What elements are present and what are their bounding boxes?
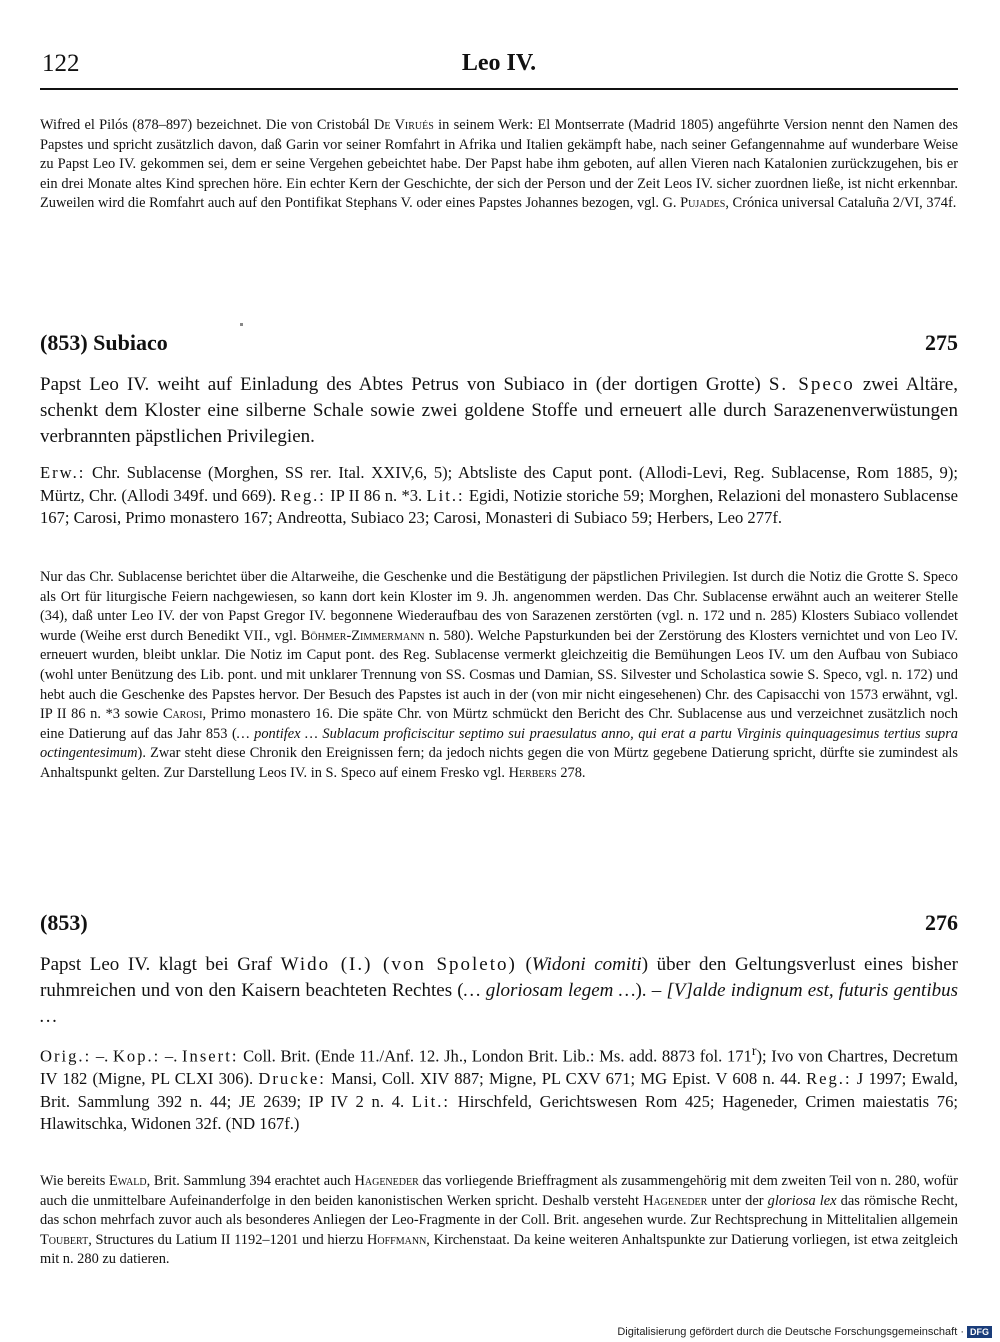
entry-276-regest <box>40 952 958 1030</box>
dfg-logo: DFG <box>967 1326 992 1338</box>
ref-text: Mansi, Coll. XIV 887; Migne, PL CXV 671; MG Epist. V 608 n. 44. <box>325 1069 807 1089</box>
regest-text: zwei Altäre, schenkt dem Kloster eine silberne Schale sowie zwei goldene Stoffe und erneuert alle durch Sarazenenverwüstungen verbrannten päpstlichen Privilegien. <box>40 374 959 447</box>
digitization-footer <box>617 1326 992 1338</box>
entry-275-references <box>40 462 958 530</box>
comment-text: das römische Recht, das schon mehrfach zuvor auch als besonderes Anliegen der Leo-Fragmente in der Coll. Brit. angesehen wurde. Zur Rechtsprechung in Mittelitalien allgemein <box>40 1192 958 1229</box>
comment-text: , Primo monastero 16. Die späte Chr. von Mürtz schmückt den Bericht des Chr. Sublacense aus und verzeichnet zusätzlich noch eine Datierung auf das Jahr 853 ( <box>40 706 958 742</box>
ref-text: Hirschfeld, Gerichtswesen Rom 425; Hageneder, Crimen maiestatis 76; Hlawitschka, Widonen 32f. (ND 167f.) <box>40 1091 959 1134</box>
page-number: 122 <box>42 50 80 77</box>
ref-label: Reg.: <box>806 1069 852 1089</box>
author-name: De Virués <box>373 117 434 133</box>
footer-credit: Digitalisierung gefördert durch die Deutsche Forschungsgemeinschaft · <box>617 1326 964 1338</box>
comment-text: ). Zwar steht diese Chronik den Ereignissen fern; da jedoch nichts gegen die von Mürtz gegebene Datierung spricht, dürfte sie zumindest als Anhaltspunkt gelten. Zur Darstellung Leos IV. in S. Speco auf einem Fresko vgl. <box>40 745 958 781</box>
entry-275-heading <box>40 330 958 360</box>
latin-quote: Widoni comiti <box>531 954 642 975</box>
ref-label: Lit.: <box>411 1091 450 1111</box>
latin-term: gloriosa lex <box>767 1192 837 1209</box>
comment-text: das vorliegende Brieffragment als zusammengehörig mit dem zweiten Teil von n. 280, wofür auch die unmittelbare Aufeinanderfolge in den beiden kanonistischen Werken spricht. Deshalb versteht <box>40 1173 958 1209</box>
author-name: Hageneder <box>354 1173 419 1189</box>
note-text: Wifred el Pilós (878–897) bezeichnet. Die von Cristobál <box>40 117 374 133</box>
entry-276-heading <box>40 910 958 940</box>
comment-text: 278. <box>556 764 586 781</box>
comment-text: Wie bereits <box>40 1173 109 1189</box>
author-name: Toubert <box>40 1231 89 1248</box>
comment-text: n. 580). Welche Papsturkunden bei der Zerstörung des Klosters vernichtet und von Leo IV. erneuert wurden, bleibt unklar. Die Notiz im Caput pont. des Reg. Sublacense vermerkt gleichzeitig die Bemühungen Leos IV. um den Aufbau von Subiaco (wohl unter Benützung des Lib. pont. und mit unklarer Trennung von SS. Cosmas und Damian, SS. Silvester und Scholastica sowie S. Speco, vgl. n. 172) und hebt auch die Geschenke des Papstes hervor. Der Besuch des Papstes ist auch in der (von mir nicht eingesehenen) Chr. des Capisacchi von 1573 erwähnt, vgl. IP II 86 n. *3 sowie <box>40 627 959 723</box>
ref-label: Lit.: <box>426 485 465 505</box>
quotation: … pontifex … Sublacum proficiscitur septimo sui praesulatus anno, qui erat a partu Virginis quinquagesimus tertius supra octingentesimum <box>40 725 958 762</box>
regest-text: Papst Leo IV. weiht auf Einladung des Abtes Petrus von Subiaco in (der dortigen Grotte) <box>40 374 769 395</box>
entry-title: (853) <box>40 910 88 935</box>
latin-quote: … gloriosam legem … <box>463 980 636 1001</box>
entry-276-commentary <box>40 1172 958 1270</box>
ref-text: –. <box>91 1046 113 1066</box>
ref-label: Reg.: <box>280 485 326 505</box>
author-name: Böhmer-Zimmermann <box>300 627 425 644</box>
author-name: Hoffmann <box>367 1231 427 1248</box>
ref-label: Drucke: <box>258 1069 326 1089</box>
author-name: Hageneder <box>643 1192 708 1209</box>
entry-number: 275 <box>925 330 958 355</box>
header-rule <box>40 88 958 90</box>
ref-text: –. <box>160 1046 183 1066</box>
comment-text: Nur das Chr. Sublacense berichtet über die Altarweihe, die Geschenke und die Bestätigung der päpstlichen Privilegien. Ist durch die Notiz die Grotte S. Speco als Ort für liturgische Feiern nachgewiesen, so kann dort kein Kloster im 9. Jh. angenommen werden. Das Chr. Sublacense erwähnt auch an weiterer Stelle (34), daß unter Leo IV. der von Papst Gregor IV. begonnene Wiederaufbau des von Sarazenen zerstörten (vgl. n. 172 und n. 285) Klosters Subiaco vollendet wurde (Weihe erst durch Benedikt VII., vgl. <box>40 569 958 644</box>
ref-label: Kop.: <box>112 1046 161 1066</box>
entry-title: (853) Subiaco <box>40 330 168 355</box>
note-text: , Crónica universal Cataluña 2/VI, 374f. <box>725 195 957 212</box>
entry-number: 276 <box>925 910 958 935</box>
author-name: Pujades <box>680 195 726 212</box>
regest-text: ). – <box>635 980 667 1001</box>
ref-text: Egidi, Notizie storiche 59; Morghen, Relazioni del monastero Sublacense 167; Carosi, Primo monastero 167; Andreotta, Subiaco 23; Carosi, Monasteri di Subiaco 59; Herbers, Leo 277f. <box>40 485 958 527</box>
author-name: Carosi <box>162 706 203 723</box>
comment-text: , Brit. Sammlung 394 erachtet auch <box>146 1173 355 1189</box>
ref-label: Orig.: <box>40 1046 92 1066</box>
ref-text: Chr. Sublacense (Morghen, SS rer. Ital. XXIV,6, 5); Abtsliste des Caput pont. (Allodi-Levi, Reg. Sublacense, Rom 1885, 9); Mürtz, Chr. (Allodi 349f. und 669). <box>40 463 958 505</box>
scan-speck <box>240 323 243 326</box>
ref-label: Insert: <box>182 1046 239 1066</box>
comment-text: unter der <box>707 1192 768 1209</box>
ref-text: ); Ivo von Chartres, Decretum IV 182 (Migne, PL CLXI 306). <box>40 1046 958 1089</box>
regest-text: ( <box>516 954 532 975</box>
comment-text: , Structures du Latium II 1192–1201 und hierzu <box>88 1231 367 1248</box>
author-name: Ewald <box>108 1173 147 1189</box>
ref-text: IP II 86 n. *3. <box>325 485 427 505</box>
entry-275-regest <box>40 372 958 450</box>
page-header <box>40 50 958 86</box>
entry-276-references <box>40 1040 958 1136</box>
running-title: Leo IV. <box>461 50 537 76</box>
regest-text: Papst Leo IV. klagt bei Graf <box>40 954 281 975</box>
regest-text: ) über den Geltungsverlust eines bisher ruhmreichen und von den Kaisern beachteten Rechtes ( <box>40 954 959 1001</box>
person-name: Wido (I.) (von Spoleto) <box>280 954 517 975</box>
document-page <box>40 0 958 1342</box>
comment-text: , Kirchenstaat. Da keine weiteren Anhaltspunkte zur Datierung vorliegen, ist etwa zeitgleich mit n. 280 zu datieren. <box>40 1231 958 1268</box>
folio-recto: r <box>751 1043 757 1058</box>
author-name: Herbers <box>508 764 557 781</box>
note-text: in seinem Werk: El Montserrate (Madrid 1805) angeführte Version nennt den Namen des Papstes und spricht zusätzlich davon, daß Garin vor seiner Romfahrt in Afrika und Italien gekämpft habe, nach seiner Gefangennahme auf wunderbare Weise zu Papst Leo IV. gekommen sei, dem er seine Vergehen gebeichtet habe. Der Papst habe ihm geboten, auf allen Vieren nach Katalonien zurückzugehen, bis er ein drei Monate altes Kind sprechen höre. Ein echter Kern der Geschichte, der sich der Person und der Zeit Leos IV. sicher zuordnen ließe, ist nicht erkennbar. Zuweilen wird die Romfahrt auch auf den Pontifikat Stephans V. oder eines Papstes Johannes bezogen, vgl. G. <box>40 117 958 212</box>
place-name: S. Speco <box>768 374 855 395</box>
note-continuation <box>40 116 958 214</box>
ref-label: Erw.: <box>40 463 86 482</box>
entry-275-commentary <box>40 568 958 784</box>
ref-text: Coll. Brit. (Ende 11./Anf. 12. Jh., London Brit. Lib.: Ms. add. 8873 fol. 171 <box>238 1046 752 1066</box>
incipit: [V]alde indignum est, futuris gentibus … <box>40 980 959 1027</box>
ref-text: J 1997; Ewald, Brit. Sammlung 392 n. 44; JE 2639; IP IV 2 n. 4. <box>40 1069 959 1111</box>
